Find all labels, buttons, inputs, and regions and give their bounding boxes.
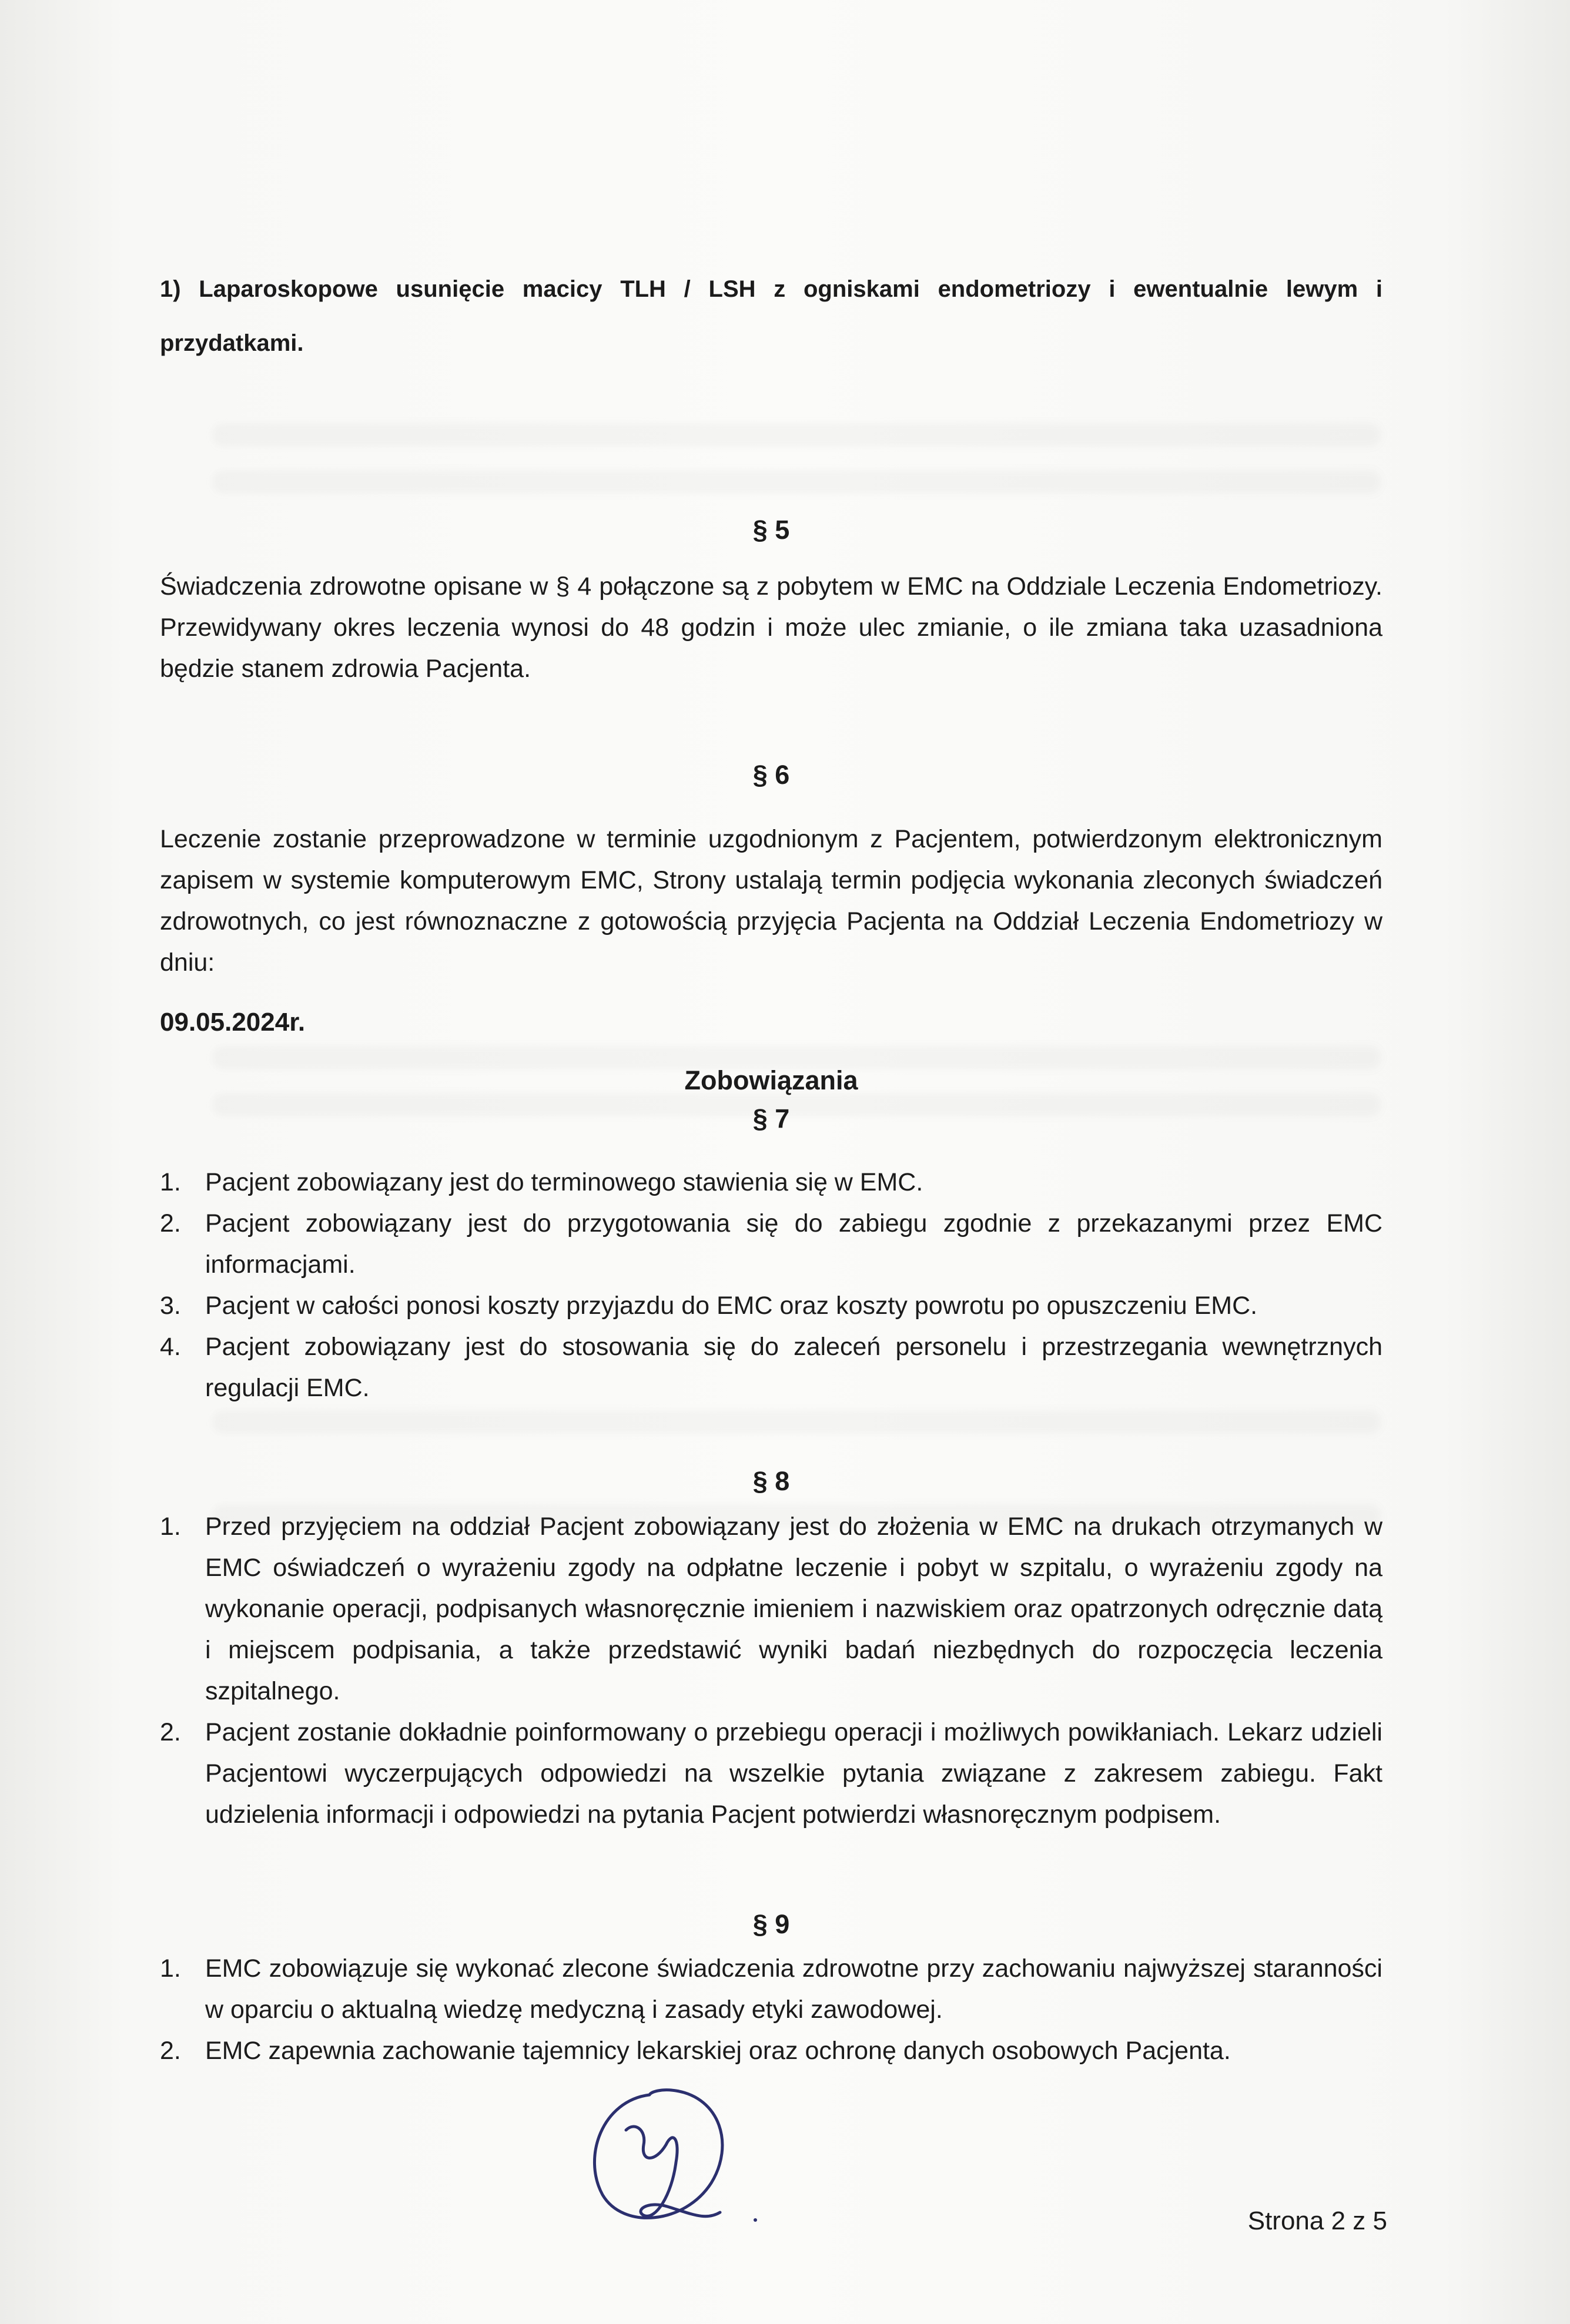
bleed-through-shadow [212,423,1381,447]
bleed-through-shadow [212,470,1381,494]
section-6-text: Leczenie zostanie przeprowadzone w terminie uzgodnionym z Pacjentem, potwierdzonym elektronicznym zapisem w systemie komputerowym EMC, Strony ustalają termin podjęcia wykonania zleconych świadczeń zdrowotnych, co jest równoznaczne z gotowością przyjęcia Pacjenta na Oddział Leczenia Endometriozy w dniu: [160,825,1382,977]
obligations-title: Zobowiązania [684,1065,858,1095]
list-item: 2. Pacjent zobowiązany jest do przygotowania się do zabiegu zgodnie z przekazanymi przez EMC informacjami. [160,1209,1382,1279]
list-item: 2. Pacjent zostanie dokładnie poinformowany o przebiegu operacji i możliwych powikłaniach. Lekarz udzieli Pacjentowi wyczerpujących odpowiedzi na wszelkie pytania związane z zakresem zabiegu. Fakt udzielenia informacji i odpowiedzi na pytania Pacjent potwierdzi własnoręcznym podpisem. [160,1718,1382,1829]
handwritten-signature [579,2074,773,2239]
section-9-list [160,1948,1382,2071]
section-8-heading: § 8 [752,1466,790,1496]
list-item: 1. Przed przyjęciem na oddział Pacjent zobowiązany jest do złożenia w EMC na drukach otrzymanych w EMC oświadczeń o wyrażeniu zgody na odpłatne leczenie i pobyt w szpitalu, o wyrażeniu zgody na wykonanie operacji, podpisanych własnoręcznie imieniem i nazwiskiem oraz opatrzonych odręcznie datą i miejscem podpisania, a także przedstawić wyniki badań niezbędnych do rozpoczęcia leczenia szpitalnego. [160,1513,1382,1705]
list-item: 2. EMC zapewnia zachowanie tajemnicy lekarskiej oraz ochronę danych osobowych Pacjenta. [160,2037,1231,2065]
section-7-list [160,1162,1382,1409]
page-number: Strona 2 z 5 [1247,2206,1387,2235]
section-8-list [160,1506,1382,1835]
section-6-heading: § 6 [752,760,790,790]
intro-item [160,262,1382,370]
section-9-heading: § 9 [752,1909,790,1939]
section-5-text: Świadczenia zdrowotne opisane w § 4 połączone są z pobytem w EMC na Oddziale Leczenia Endometriozy. Przewidywany okres leczenia wynosi do 48 godzin i może ulec zmianie, o ile zmiana taka uzasadniona będzie stanem zdrowia Pacjenta. [160,572,1382,683]
admission-date: 09.05.2024r. [160,1008,306,1037]
list-item: 4. Pacjent zobowiązany jest do stosowania się do zaleceń personelu i przestrzegania wewnętrznych regulacji EMC. [160,1333,1382,1402]
section-5-heading: § 5 [752,515,790,545]
list-item: 1. Pacjent zobowiązany jest do terminowego stawienia się w EMC. [160,1168,923,1196]
bleed-through-shadow [212,1410,1381,1434]
list-item: 1. EMC zobowiązuje się wykonać zlecone świadczenia zdrowotne przy zachowaniu najwyższej staranności w oparciu o aktualną wiedzę medyczną i zasady etyki zawodowej. [160,1954,1382,2024]
intro-item-text: 1) Laparoskopowe usunięcie macicy TLH / LSH z ogniskami endometriozy i ewentualnie lewym i przydatkami. [160,276,1382,356]
list-item: 3. Pacjent w całości ponosi koszty przyjazdu do EMC oraz koszty powrotu po opuszczeniu EMC. [160,1292,1258,1320]
section-7-heading: § 7 [752,1104,790,1134]
